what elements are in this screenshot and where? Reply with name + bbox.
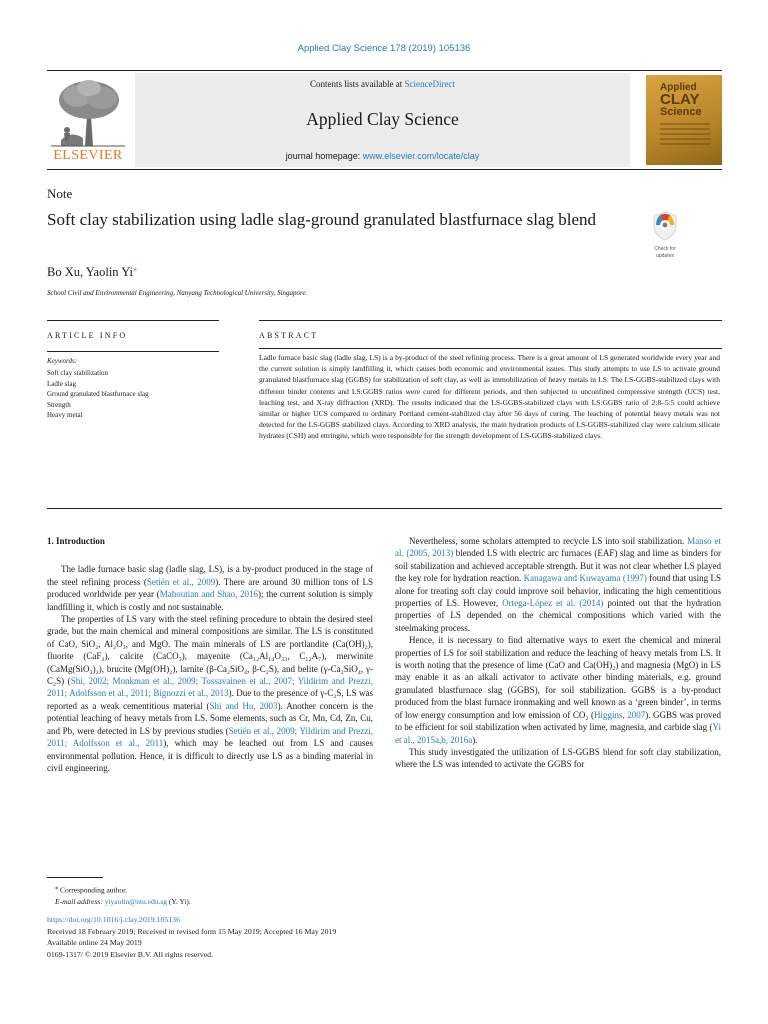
abstract-bottom-rule <box>47 508 722 509</box>
article-info-mid-rule <box>47 351 219 352</box>
keyword-item: Ground granulated blastfurnace slag <box>47 390 149 398</box>
intro-paragraph-1 <box>47 563 373 613</box>
body-right-column <box>395 535 721 771</box>
text-run: Hence, it is necessary to find alternative ways to exert the chemical and mineral properties of LS for soil stabilization and reduce the leaching of heavy metals from LS. It is worth noting that the presence of lime (CaO and Ca(OH)₂) and magnesia (MgO) in LS may enable it as an alkali activator to activate other binding materials, e.g. ground granulated blastfurnace slag (GGBS), for soil stabilization. GGBS is a by-product produced from the blast furnace ironmaking and well known as a ‘green binder’, in terms of low energy consumption and low emission of CO₂ ( <box>395 635 721 720</box>
article-metadata <box>47 914 336 960</box>
text-run: The ladle furnace basic slag (ladle slag, LS), is a by-product produced in the stage of the steel refining process ( <box>47 564 373 587</box>
footnote-mark: ⁎ <box>55 884 59 891</box>
citation-link[interactable]: Manso et al. (2005, 2013) <box>395 536 721 559</box>
text-run: The properties of LS vary with the steel refining procedure to obtain the desired steel grade, but the main chemical and mineral compositions are similar. The LS is constituted of CaO, SiO₂, Al₂O₃, and MgO. The main minerals of LS are portlandite (Ca(OH)₂), fluorite (CaF₂), calcite (CaCO₃), mayenite (Ca₁₂Al₁₄O₃₃, C₁₂A₇), merwinite (CaMg(SiO₃)₂), brucite (Mg(OH)₂), larnite (β-Ca₂SiO₄, β-C₂S), and belite (γ-Ca₂SiO₄, γ-C₂S) ( <box>47 614 373 687</box>
elsevier-tree-icon <box>47 78 129 148</box>
citation-link[interactable]: Mahoutian and Shao, 2016 <box>159 589 259 600</box>
homepage-label: journal homepage: <box>285 151 363 161</box>
keyword-item: Ladle slag <box>47 379 76 388</box>
article-type: Note <box>47 186 73 201</box>
email-label: E-mail address: <box>55 897 105 906</box>
check-updates-line1: Check for <box>654 246 676 252</box>
journal-header-band <box>135 73 630 167</box>
corresponding-author-mark[interactable]: ⁎ <box>133 264 138 273</box>
text-run: found that using LS alone for treating soft clay could improve soil behavior, indicating the high cementitious properties of LS. However, <box>395 573 722 609</box>
check-for-updates-badge[interactable] <box>646 211 684 257</box>
copyright-line: 0169-1317/ © 2019 Elsevier B.V. All rights reserved. <box>47 949 214 959</box>
keywords-list <box>47 368 149 421</box>
abstract-text: Ladle furnace basic slag (ladle slag, LS) is a by-product of the steel refining process. There is a great amount of LS generated worldwide every year and the current solution is simply landfilling it, which causes both economic and environmental issues. This study attempts to use LS to activate ground granulated blastfurnace slag (GGBS) for stabilization of soft clay, as well as immobilization of heavy metals in LS. The LS-GGBS-stabilized clays with different binder contents and LS:GGBS ratios were cured for different periods, and then subjected to unconfined compressive strength (UCS) test, leaching test, and X-ray diffraction (XRD). The results indicated that the LS-GGBS-stabilized clays with LS:GGBS ratio of 2:8–5:5 could achieve similar or higher UCS compared to ordinary Portland cement-stabilized clay after 56 days of curing. The leaching of potential heavy metals was not detected for the LS-GGBS stabilized clays. According to XRD analysis, the main hydration products of LS-GGBS-stabilized clay were calcium silicate hydrates (CSH) and ettringite, which were responsible for the strength development of LS-GGBS-stabilized clays. <box>259 353 720 441</box>
abstract-top-rule <box>259 320 722 321</box>
citation-link[interactable]: Shi, 2002; Monkman et al., 2009; Tossavainen et al., 2007; Yildirim and Prezzi, 2011; Adolfsson et al., 2011; Bignozzi et al., 2013 <box>47 676 373 699</box>
authors-text: Bo Xu, Yaolin Yi <box>47 265 134 280</box>
article-info-heading: ARTICLE INFO <box>47 331 128 340</box>
text-run: ). Another concern is the potential leaching of heavy metals from LS. Some elements, such as Cr, Mn, Cd, Zn, Cu, and Pb, were detected in LS by previous studies ( <box>47 700 374 736</box>
citation-link[interactable]: Ortega-López et al. (2014) <box>502 598 604 609</box>
author-list <box>47 264 137 280</box>
text-run: ). <box>472 734 478 745</box>
affiliation: School Civil and Environmental Engineering, Nanyang Technological University, Singapore. <box>47 289 308 297</box>
check-updates-line2: updates <box>656 252 674 259</box>
body-left-column <box>47 535 373 774</box>
citation-link[interactable]: Shi and Hu, 2003 <box>209 700 278 711</box>
received-dates: Received 18 February 2019; Received in revised form 15 May 2019; Accepted 16 May 2019 <box>47 926 337 936</box>
elsevier-logo[interactable] <box>47 78 129 164</box>
citation-link[interactable]: Setién et al., 2009 <box>146 576 216 587</box>
journal-citation[interactable]: Applied Clay Science 178 (2019) 105136 <box>297 43 471 54</box>
citation-link[interactable]: Higgins, 2007 <box>593 709 646 720</box>
corresponding-author-note <box>47 882 191 896</box>
contents-available-text: Contents lists available at <box>310 79 405 89</box>
email-note <box>47 896 191 908</box>
email-suffix: (Y. Yi). <box>167 897 191 906</box>
doi-link[interactable]: https://doi.org/10.1016/j.clay.2019.105136 <box>47 915 180 924</box>
intro-paragraph-3 <box>395 535 721 634</box>
intro-paragraph-5: This study investigated the utilization of LS-GGBS blend for soft clay stabilization, where the LS was intended to activate the GGBS for <box>395 746 721 770</box>
intro-paragraph-2 <box>47 613 373 774</box>
citation-link[interactable]: Kanagawa and Kuwayama (1997) <box>523 573 647 584</box>
intro-paragraph-4 <box>395 634 721 746</box>
elsevier-wordmark: ELSEVIER <box>53 148 123 163</box>
citation-link[interactable]: Yi et al., 2015a,b, 2016a <box>395 722 721 745</box>
citation-link[interactable]: Setién et al., 2009; Yildirim and Prezzi, 2011; Adolfsson et al., 2011 <box>47 725 373 749</box>
keyword-item: Soft clay stabilization <box>47 369 109 377</box>
corresponding-label: Corresponding author. <box>58 885 128 895</box>
check-for-updates-icon <box>652 211 678 241</box>
keyword-item: Strength <box>47 400 71 409</box>
text-run: ), which may be leached out from LS and causes environmental pollution. Hence, it is difficult to directly use LS as a binding material in civil engineering. <box>47 738 373 773</box>
email-link[interactable]: yiyaolin@ntu.edu.sg <box>104 897 168 906</box>
journal-homepage-line <box>135 151 630 161</box>
text-run: ); the current solution is simply landfilling it, which is costly and not sustainable. <box>47 589 373 612</box>
introduction-heading: 1. Introduction <box>47 536 105 546</box>
header-top-rule <box>47 70 722 71</box>
available-online: Available online 24 May 2019 <box>47 938 142 947</box>
text-run: ). There are around 30 million tons of LS produced worldwide per year ( <box>47 576 373 600</box>
header-bottom-rule <box>47 169 722 170</box>
sciencedirect-link[interactable]: ScienceDirect <box>404 79 455 89</box>
article-info-top-rule <box>47 320 219 321</box>
keywords-label: Keywords: <box>47 357 78 365</box>
footnote-rule <box>47 877 103 878</box>
text-run: pointed out that the hydration properties of LS depended on the chemical compositions which varied with the steelmaking process. <box>395 598 721 633</box>
cover-title-line2: CLAY <box>660 91 700 108</box>
journal-name[interactable]: Applied Clay Science <box>306 109 459 129</box>
cover-title-line1: Applied <box>660 82 697 93</box>
cover-title-line3: Science <box>660 106 702 118</box>
contents-available-line <box>135 79 630 89</box>
abstract-mid-rule <box>259 348 722 349</box>
journal-cover-image[interactable] <box>646 75 722 165</box>
article-title: Soft clay stabilization using ladle slag-ground granulated blastfurnace slag blend <box>47 210 597 229</box>
cover-text-lines <box>660 123 710 148</box>
keyword-item: Heavy metal <box>47 411 83 419</box>
text-run: blended LS with electric arc furnaces (EAF) slag and lime as binders for soil stabilization and achieved acceptable strength. But it was not clear whether LS played the key role for hydration reaction. <box>395 548 721 584</box>
text-run: Nevertheless, some scholars attempted to recycle LS into soil stabilization. <box>409 536 688 546</box>
homepage-link[interactable]: www.elsevier.com/locate/clay <box>362 151 480 161</box>
text-run: ). Due to the presence of γ-C₂S, LS was reported as a weak cementitious material ( <box>47 688 373 711</box>
text-run: ). GGBS was proved to be efficient for soil stabilization when activated by lime, magnesia, and carbide slag ( <box>395 709 721 733</box>
abstract-heading: ABSTRACT <box>259 331 319 340</box>
footnote <box>47 882 191 908</box>
